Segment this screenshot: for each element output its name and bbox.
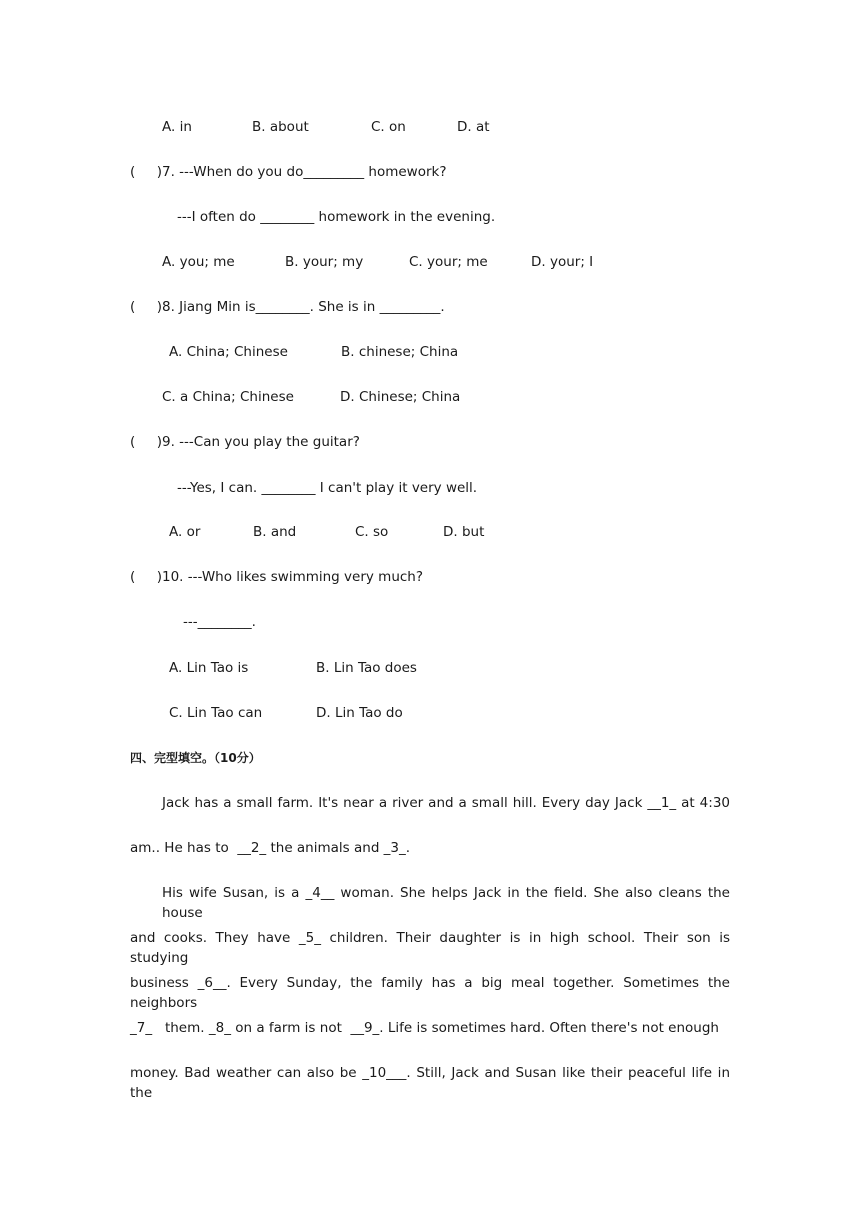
q8-answer-paren: ( )	[130, 299, 162, 315]
q8-option-c: C. a China; Chinese	[162, 389, 294, 405]
q10-option-a: A. Lin Tao is	[169, 660, 249, 676]
q8-option-d: D. Chinese; China	[340, 389, 461, 405]
q7-question: 7. ---When do you do_________ homework?	[162, 164, 447, 180]
q7-option-c: C. your; me	[409, 254, 488, 270]
q6-option-b: B. about	[252, 119, 309, 135]
q9-question: 9. ---Can you play the guitar?	[162, 434, 360, 450]
q6-option-c: C. on	[371, 119, 406, 135]
q10-option-d: D. Lin Tao do	[316, 705, 403, 721]
passage-line-1: Jack has a small farm. It's near a river and a small hill. Every day Jack __1_ at 4:30	[162, 795, 730, 811]
q9-option-a: A. or	[169, 524, 201, 540]
q6-option-a: A. in	[162, 119, 192, 135]
q9-option-b: B. and	[253, 524, 297, 540]
q9-answer-line: ---Yes, I can. ________ I can't play it very well.	[177, 480, 478, 496]
passage-line-7: money. Bad weather can also be _10___. Still, Jack and Susan like their peaceful life in the	[130, 1065, 730, 1101]
q10-answer-paren: ( )	[130, 569, 162, 585]
q6-option-d: D. at	[457, 119, 490, 135]
q9-answer-paren: ( )	[130, 434, 162, 450]
passage-line-4: and cooks. They have _5_ children. Their daughter is in high school. Their son is studying	[130, 930, 730, 966]
passage-line-2: am.. He has to __2_ the animals and _3_.	[130, 840, 411, 856]
q7-answer-line: ---I often do ________ homework in the evening.	[177, 209, 496, 225]
q10-option-b: B. Lin Tao does	[316, 660, 417, 676]
q8-question: 8. Jiang Min is________. She is in _________.	[162, 299, 445, 315]
passage-line-5: business _6__. Every Sunday, the family has a big meal together. Sometimes the neighbors	[130, 975, 730, 1011]
q7-option-b: B. your; my	[285, 254, 364, 270]
q7-option-a: A. you; me	[162, 254, 235, 270]
q8-option-a: A. China; Chinese	[169, 344, 288, 360]
q7-answer-paren: ( )	[130, 164, 162, 180]
q10-question: 10. ---Who likes swimming very much?	[162, 569, 424, 585]
q10-option-c: C. Lin Tao can	[169, 705, 263, 721]
section-heading: 四、完型填空。（10分）	[130, 751, 261, 765]
passage-line-3: His wife Susan, is a _4__ woman. She helps Jack in the field. She also cleans the house	[162, 885, 730, 921]
q7-option-d: D. your; I	[531, 254, 594, 270]
q9-option-d: D. but	[443, 524, 485, 540]
passage-line-6: _7_ them. _8_ on a farm is not __9_. Life is sometimes hard. Often there's not enough	[130, 1020, 719, 1036]
q10-answer-line: ---________.	[183, 614, 256, 630]
q8-option-b: B. chinese; China	[341, 344, 459, 360]
q9-option-c: C. so	[355, 524, 389, 540]
